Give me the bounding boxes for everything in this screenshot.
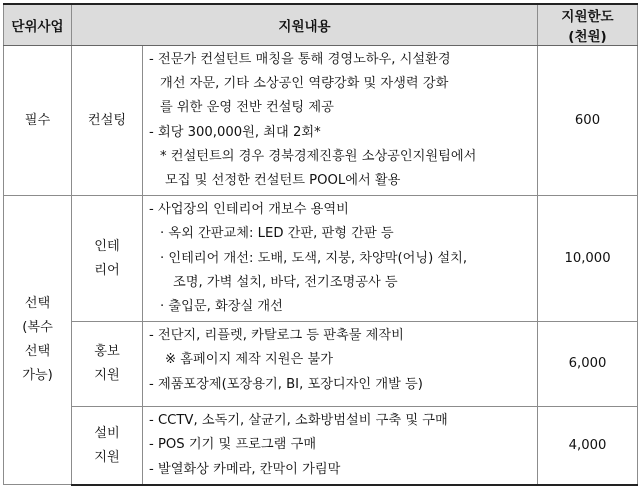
- table-header-row: [4, 4, 638, 46]
- header-limit: [538, 4, 638, 46]
- content-equipment: [143, 407, 538, 485]
- limit-equipment: 4,000: [538, 407, 638, 485]
- content-line: - 사업장의 인테리어 개보수 용역비: [149, 202, 349, 218]
- category-optional-line: (복수: [22, 320, 53, 336]
- table-row-equipment: [4, 407, 638, 485]
- category-optional-line: 선택: [24, 296, 51, 312]
- content-line: - 전문가 컨설턴트 매칭을 통해 경영노하우, 시설환경: [149, 52, 451, 67]
- content-line: - 발열화상 카메라, 칸막이 가림막: [149, 461, 341, 477]
- program-equipment-line: 설비: [94, 425, 120, 441]
- content-line: - CCTV, 소독기, 살균기, 소화방범설비 구축 및 구매: [149, 413, 448, 429]
- content-line: - POS 기기 및 프로그램 구매: [149, 437, 317, 453]
- table-row-interior: [4, 196, 638, 322]
- header-limit-title: 지원한도: [561, 9, 614, 25]
- content-line: ※ 홈페이지 제작 지원은 불가: [165, 352, 333, 368]
- program-interior-line: 리어: [94, 262, 120, 278]
- table-row-consulting: [4, 46, 638, 196]
- category-required: 필수: [4, 46, 72, 196]
- content-line: 개선 자문, 기타 소상공인 역량강화 및 자생력 강화: [160, 76, 449, 92]
- content-line: 모집 및 선정한 컨설턴트 POOL에서 활용: [165, 173, 401, 189]
- program-promotion-line: 지원: [94, 368, 120, 384]
- category-optional-line: 선택: [24, 344, 51, 360]
- content-line: 를 위한 운영 전반 컨설팅 제공: [160, 100, 334, 116]
- program-promotion-line: 홍보: [94, 344, 120, 360]
- content-interior: [143, 196, 538, 322]
- content-line: 조명, 가벽 설치, 바닥, 전기조명공사 등: [173, 274, 398, 290]
- program-consulting: 컨설팅: [72, 46, 143, 196]
- limit-promotion: 6,000: [538, 322, 638, 407]
- content-line: · 인테리어 개선: 도배, 도색, 지붕, 차양막(어닝) 설치,: [160, 250, 468, 266]
- limit-consulting: 600: [538, 46, 638, 196]
- program-promotion: [72, 322, 143, 407]
- program-interior-line: 인테: [94, 238, 120, 254]
- program-equipment-line: 지원: [94, 449, 120, 465]
- category-optional: [4, 196, 72, 485]
- support-table: [3, 3, 638, 486]
- header-limit-unit: (천원): [568, 29, 607, 45]
- content-line: - 회당 300,000원, 최대 2회*: [149, 124, 321, 140]
- content-consulting: [143, 46, 538, 196]
- content-line: * 컨설턴트의 경우 경북경제진흥원 소상공인지원팀에서: [160, 148, 477, 164]
- content-line: · 출입문, 화장실 개선: [160, 299, 283, 315]
- content-promotion: [143, 322, 538, 407]
- program-equipment: [72, 407, 143, 485]
- header-content: 지원내용: [72, 4, 538, 46]
- header-category: 단위사업: [4, 4, 72, 46]
- content-line: · 옥외 간판교체: LED 간판, 판형 간판 등: [160, 226, 394, 242]
- limit-interior: 10,000: [538, 196, 638, 322]
- program-interior: [72, 196, 143, 322]
- table-row-promotion: [4, 322, 638, 407]
- content-line: - 전단지, 리플렛, 카탈로그 등 판촉물 제작비: [149, 328, 404, 344]
- category-optional-line: 가능): [22, 368, 53, 384]
- content-line: - 제품포장제(포장용기, BI, 포장디자인 개발 등): [149, 376, 423, 392]
